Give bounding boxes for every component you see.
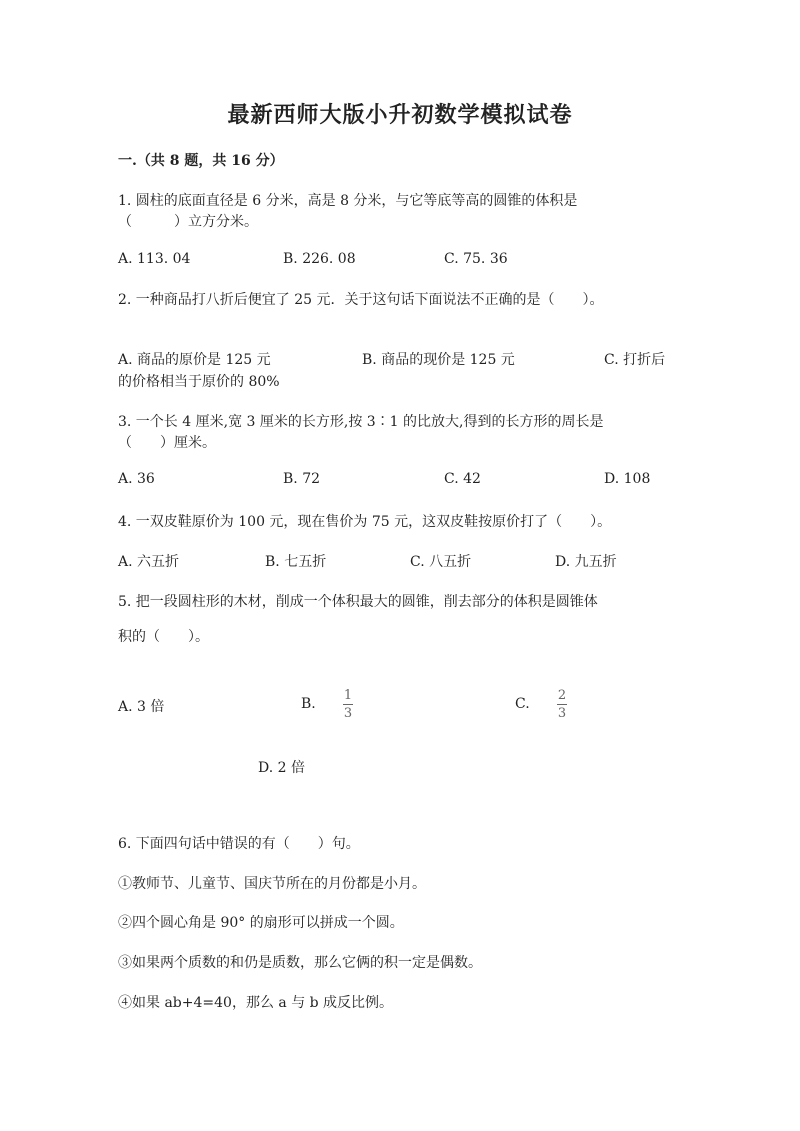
- question-2-option-c: C. 打折后: [604, 352, 666, 368]
- question-2-text: 2. 一种商品打八折后便宜了 25 元．关于这句话下面说法不正确的是（ ）。: [118, 292, 604, 308]
- question-1-line2: （ ）立方分米。: [118, 214, 258, 230]
- question-5-option-b-label: B.: [301, 696, 316, 712]
- question-5-line2: 积的（ ）。: [118, 629, 209, 645]
- question-4-option-d: D. 九五折: [555, 554, 617, 570]
- question-1-option-b: B. 226. 08: [283, 251, 356, 267]
- question-6-text: 6. 下面四句话中错误的有（ ）句。: [118, 836, 360, 852]
- fraction-numerator: 2: [557, 688, 567, 703]
- fraction-denominator: 3: [557, 706, 567, 721]
- question-4-text: 4. 一双皮鞋原价为 100 元，现在售价为 75 元，这双皮鞋按原价打了（ ）。: [118, 514, 612, 530]
- question-1-line1: 1. 圆柱的底面直径是 6 分米，高是 8 分米，与它等底等高的圆锥的体积是: [118, 193, 578, 209]
- page-title: 最新西师大版小升初数学模拟试卷: [227, 102, 573, 128]
- question-4-option-c: C. 八五折: [410, 554, 472, 570]
- fraction-denominator: 3: [343, 706, 353, 721]
- fraction-numerator: 1: [343, 688, 353, 703]
- question-5-option-c-fraction: [557, 688, 567, 721]
- question-5-option-b-fraction: [343, 688, 353, 721]
- question-4-option-a: A. 六五折: [118, 554, 180, 570]
- question-6-statement-1: ①教师节、儿童节、国庆节所在的月份都是小月。: [118, 876, 426, 892]
- question-1-option-c: C. 75. 36: [444, 251, 508, 267]
- question-5-option-c-label: C.: [515, 696, 530, 712]
- question-2-option-a: A. 商品的原价是 125 元: [118, 352, 271, 368]
- question-5-option-a: A. 3 倍: [118, 699, 165, 715]
- question-6-statement-4: ④如果 ab+4=40，那么 a 与 b 成反比例。: [118, 995, 394, 1011]
- question-1-option-a: A. 113. 04: [118, 251, 191, 267]
- fraction-bar: [557, 704, 567, 705]
- question-3-option-d: D. 108: [604, 471, 651, 487]
- question-5-line1: 5. 把一段圆柱形的木材，削成一个体积最大的圆锥，削去部分的体积是圆锥体: [118, 594, 598, 610]
- question-3-option-c: C. 42: [444, 471, 481, 487]
- question-3-option-b: B. 72: [283, 471, 321, 487]
- question-6-statement-2: ②四个圆心角是 90° 的扇形可以拼成一个圆。: [118, 915, 404, 931]
- question-3-line2: （ ）厘米。: [118, 435, 216, 451]
- question-2-option-c-wrap: 的价格相当于原价的 80%: [118, 374, 280, 390]
- fraction-bar: [343, 704, 353, 705]
- section-heading: 一.（共 8 题，共 16 分）: [118, 153, 284, 169]
- question-5-option-d: D. 2 倍: [258, 760, 305, 776]
- question-2-option-b: B. 商品的现价是 125 元: [362, 352, 515, 368]
- question-4-option-b: B. 七五折: [265, 554, 327, 570]
- question-3-option-a: A. 36: [118, 471, 155, 487]
- question-6-statement-3: ③如果两个质数的和仍是质数，那么它俩的积一定是偶数。: [118, 955, 482, 971]
- question-3-line1: 3. 一个长 4 厘米,宽 3 厘米的长方形,按 3∶1 的比放大,得到的长方形的周长是: [118, 414, 604, 430]
